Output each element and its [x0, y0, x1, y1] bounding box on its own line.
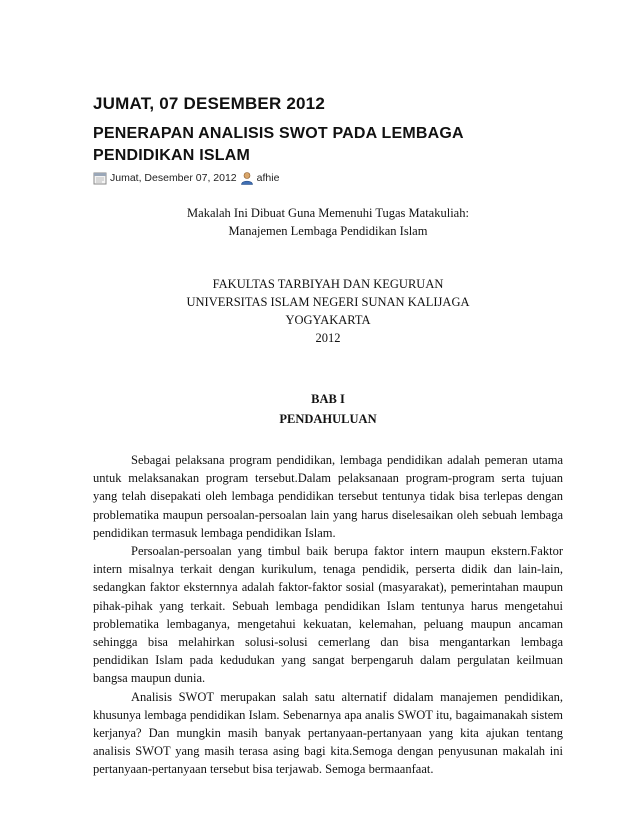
calendar-icon — [93, 171, 107, 185]
post-author[interactable]: afhie — [256, 172, 280, 184]
post-title[interactable]: PENERAPAN ANALISIS SWOT PADA LEMBAGA PENDIDIKAN ISLAM — [93, 125, 464, 164]
city-name: YOGYAKARTA — [285, 313, 371, 327]
user-icon — [240, 171, 254, 185]
chapter-heading — [93, 390, 563, 428]
date-header: JUMAT, 07 DESEMBER 2012 — [93, 94, 325, 113]
subtitle-line-1: Makalah Ini Dibuat Guna Memenuhi Tugas Matakuliah: — [187, 206, 469, 220]
body-text — [93, 451, 563, 779]
chapter-number: BAB I — [311, 392, 345, 406]
cover-subtitle — [93, 204, 563, 240]
paragraph: Sebagai pelaksana program pendidikan, lembaga pendidikan adalah pemeran utama untuk melaksanakan program tersebut.Dalam pelaksanaan program-program serta tujuan yang telah disepakati oleh lembaga pendidikan tersebut tentunya tidak bisa terlepas dengan problematika maupun persoalan-persoalan lain yang harus diselesaikan oleh sebuah lembaga pendidikan termasuk lembaga pendidikan Islam. — [93, 453, 563, 540]
post-meta — [93, 169, 279, 187]
institution-block — [93, 275, 563, 347]
paragraph: Persoalan-persoalan yang timbul baik berupa faktor intern maupun ekstern.Faktor intern misalnya terkait dengan kurikulum, tenaga pendidik, perserta didik dan lain-lain, sedangkan faktor eksternnya adalah faktor-faktor sosial (masyarakat), pemerintahan maupun pihak-pihak yang terkait. Sebuah lembaga pendidikan Islam tentunya harus mengetahui problematika lembaganya, mengetahui kekuatan, kelemahan, peluang maupun ancaman sehingga bisa melahirkan solusi-solusi cemerlang dan bisa mengantarkan lembaga pendidikan Islam pada kedudukan yang sangat berpengaruh dalam pergulatan keilmuan bangsa maupun dunia. — [93, 544, 563, 686]
faculty-name: FAKULTAS TARBIYAH DAN KEGURUAN — [212, 277, 444, 291]
post-date: Jumat, Desember 07, 2012 — [110, 172, 237, 184]
cover-year: 2012 — [315, 331, 341, 345]
subtitle-line-2: Manajemen Lembaga Pendidikan Islam — [228, 224, 428, 238]
chapter-title: PENDAHULUAN — [279, 412, 377, 426]
paragraph: Analisis SWOT merupakan salah satu alternatif didalam manajemen pendidikan, khusunya lembaga pendidikan Islam. Sebenarnya apa analis SWOT itu, bagaimanakah sistem kerjanya? Dan mungkin masih banyak pertanyaan-pertanyaan yang kita ajukan tentang analisis SWOT yang masih terasa asing bagi kita.Semoga dengan penyusunan makalah ini pertanyaan-pertanyaan tersebut bisa terjawab. Semoga bermaanfaat. — [93, 689, 563, 777]
university-name: UNIVERSITAS ISLAM NEGERI SUNAN KALIJAGA — [186, 295, 470, 309]
